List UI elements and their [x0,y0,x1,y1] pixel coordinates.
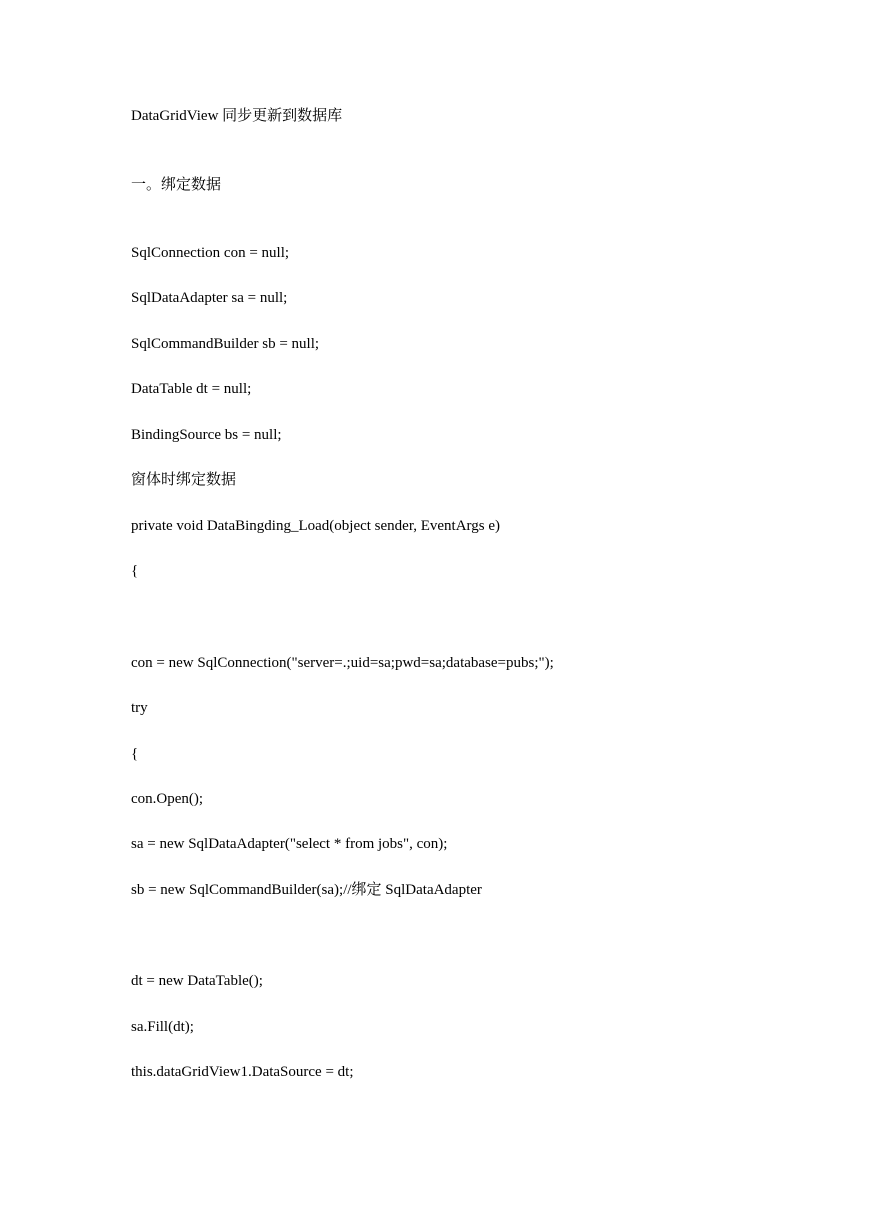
code-line: con = new SqlConnection("server=.;uid=sa;pwd=sa;database=pubs;"); [131,655,554,671]
code-line: dt = new DataTable(); [131,973,263,989]
code-line: DataTable dt = null; [131,381,252,397]
comment-line: 窗体时绑定数据 [131,472,237,488]
code-line: sb = new SqlCommandBuilder(sa);//绑定 SqlDataAdapter [131,882,482,898]
code-line: try [131,700,148,716]
code-line: this.dataGridView1.DataSource = dt; [131,1064,354,1080]
code-line: SqlConnection con = null; [131,245,290,261]
code-line: sa.Fill(dt); [131,1019,194,1035]
code-line: { [131,563,139,579]
code-line: private void DataBingding_Load(object sender, EventArgs e) [131,518,501,534]
code-line: SqlCommandBuilder sb = null; [131,336,320,352]
code-line: SqlDataAdapter sa = null; [131,290,288,306]
code-line: con.Open(); [131,791,204,807]
section-heading: 一。绑定数据 [131,177,222,193]
code-line: BindingSource bs = null; [131,427,282,443]
code-line: { [131,746,139,762]
document-title: DataGridView 同步更新到数据库 [131,108,343,124]
code-line: sa = new SqlDataAdapter("select * from jobs", con); [131,836,448,852]
